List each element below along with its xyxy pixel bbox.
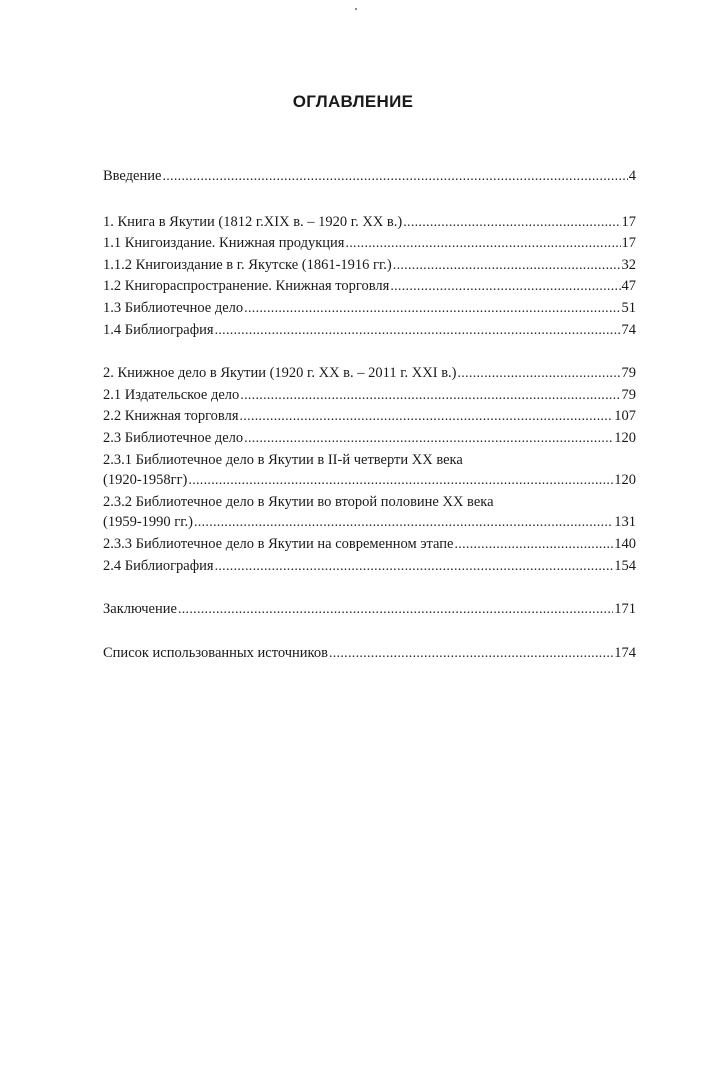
table-of-contents — [103, 166, 636, 664]
toc-entry-title: 1.3 Библиотечное дело — [103, 299, 244, 316]
toc-entry-page: 107 — [614, 408, 636, 425]
toc-entry-title: 1.1.2 Книгоиздание в г. Якутске (1861-1916 гг.) — [103, 256, 392, 273]
dot-leader — [188, 470, 613, 492]
toc-entry-title: Заключение — [103, 601, 177, 618]
toc-entry-2-3-1-title: 2.3.1 Библиотечное дело в Якутии в II-й четверти XX века — [103, 451, 463, 468]
toc-entry-title: 2.3 Библиотечное дело — [103, 429, 244, 446]
spacer — [103, 341, 636, 363]
toc-entry-2-4 — [103, 556, 636, 578]
toc-entry-page: 17 — [621, 235, 636, 252]
dot-leader — [194, 512, 613, 534]
dot-leader — [240, 385, 620, 407]
dot-leader — [162, 166, 627, 188]
toc-entry-page: 47 — [621, 278, 636, 295]
toc-entry-page: 154 — [614, 557, 636, 574]
spacer — [103, 621, 636, 643]
toc-entry-2-3-2-title: 2.3.2 Библиотечное дело в Якутии во второй половине XX века — [103, 493, 494, 510]
toc-entry-page: 79 — [621, 386, 636, 403]
dot-leader — [455, 534, 614, 556]
dot-leader — [329, 643, 613, 665]
toc-entry-chapter-1 — [103, 212, 636, 234]
toc-entry-page: 17 — [621, 213, 636, 230]
toc-entry-1-4 — [103, 320, 636, 342]
toc-entry-1-1 — [103, 233, 636, 255]
toc-entry-title: Введение — [103, 168, 162, 184]
dot-leader — [390, 276, 620, 298]
toc-entry-intro — [103, 166, 636, 188]
toc-entry-2-3-3 — [103, 534, 636, 556]
toc-entry-page: 120 — [614, 472, 636, 489]
toc-entry-chapter-2 — [103, 363, 636, 385]
toc-entry-page: 131 — [614, 514, 636, 531]
toc-entry-title: 1. Книга в Якутии (1812 г.XIX в. – 1920 г. XX в.) — [103, 213, 403, 230]
toc-entry-page: 140 — [614, 535, 636, 552]
toc-entry-2-3-1 — [103, 470, 636, 492]
scan-speck — [355, 8, 357, 10]
toc-entry-title: (1920-1958гг) — [103, 472, 188, 489]
toc-entry-sources — [103, 643, 636, 665]
toc-entry-page: 4 — [628, 168, 636, 184]
toc-entry-title: 2.1 Издательское дело — [103, 386, 240, 403]
dot-leader — [345, 233, 620, 255]
toc-entry-title: 2. Книжное дело в Якутии (1920 г. XX в. – 2011 г. XXI в.) — [103, 365, 457, 382]
dot-leader — [215, 556, 614, 578]
toc-entry-title: 1.1 Книгоиздание. Книжная продукция — [103, 235, 345, 252]
toc-entry-title: 2.3.3 Библиотечное дело в Якутии на современном этапе — [103, 535, 454, 552]
toc-entry-1-2 — [103, 276, 636, 298]
toc-entry-title: 1.2 Книгораспространение. Книжная торговля — [103, 278, 390, 295]
toc-entry-title: (1959-1990 гг.) — [103, 514, 193, 531]
dot-leader — [403, 212, 620, 234]
toc-entry-title: Список использованных источников — [103, 644, 328, 661]
toc-entry-page: 171 — [614, 601, 636, 618]
toc-entry-1-1-2 — [103, 255, 636, 277]
spacer — [103, 188, 636, 212]
toc-entry-2-1 — [103, 385, 636, 407]
dot-leader — [240, 406, 614, 428]
toc-entry-2-3 — [103, 428, 636, 450]
page-title: ОГЛАВЛЕНИЕ — [292, 92, 414, 111]
toc-entry-2-2 — [103, 406, 636, 428]
toc-entry-2-3-2 — [103, 512, 636, 534]
dot-leader — [178, 599, 613, 621]
toc-entry-title: 1.4 Библиография — [103, 321, 214, 338]
toc-entry-page: 79 — [621, 365, 636, 382]
toc-entry-page: 32 — [621, 256, 636, 273]
toc-entry-conclusion — [103, 599, 636, 621]
dot-leader — [458, 363, 621, 385]
toc-entry-title: 2.2 Книжная торговля — [103, 408, 239, 425]
toc-entry-page: 174 — [614, 644, 636, 661]
dot-leader — [244, 298, 620, 320]
toc-entry-1-3 — [103, 298, 636, 320]
dot-leader — [393, 255, 621, 277]
dot-leader — [215, 320, 621, 342]
toc-entry-page: 120 — [614, 429, 636, 446]
toc-entry-page: 51 — [621, 299, 636, 316]
dot-leader — [244, 428, 613, 450]
spacer — [103, 577, 636, 599]
toc-entry-page: 74 — [621, 321, 636, 338]
toc-entry-title: 2.4 Библиография — [103, 557, 214, 574]
